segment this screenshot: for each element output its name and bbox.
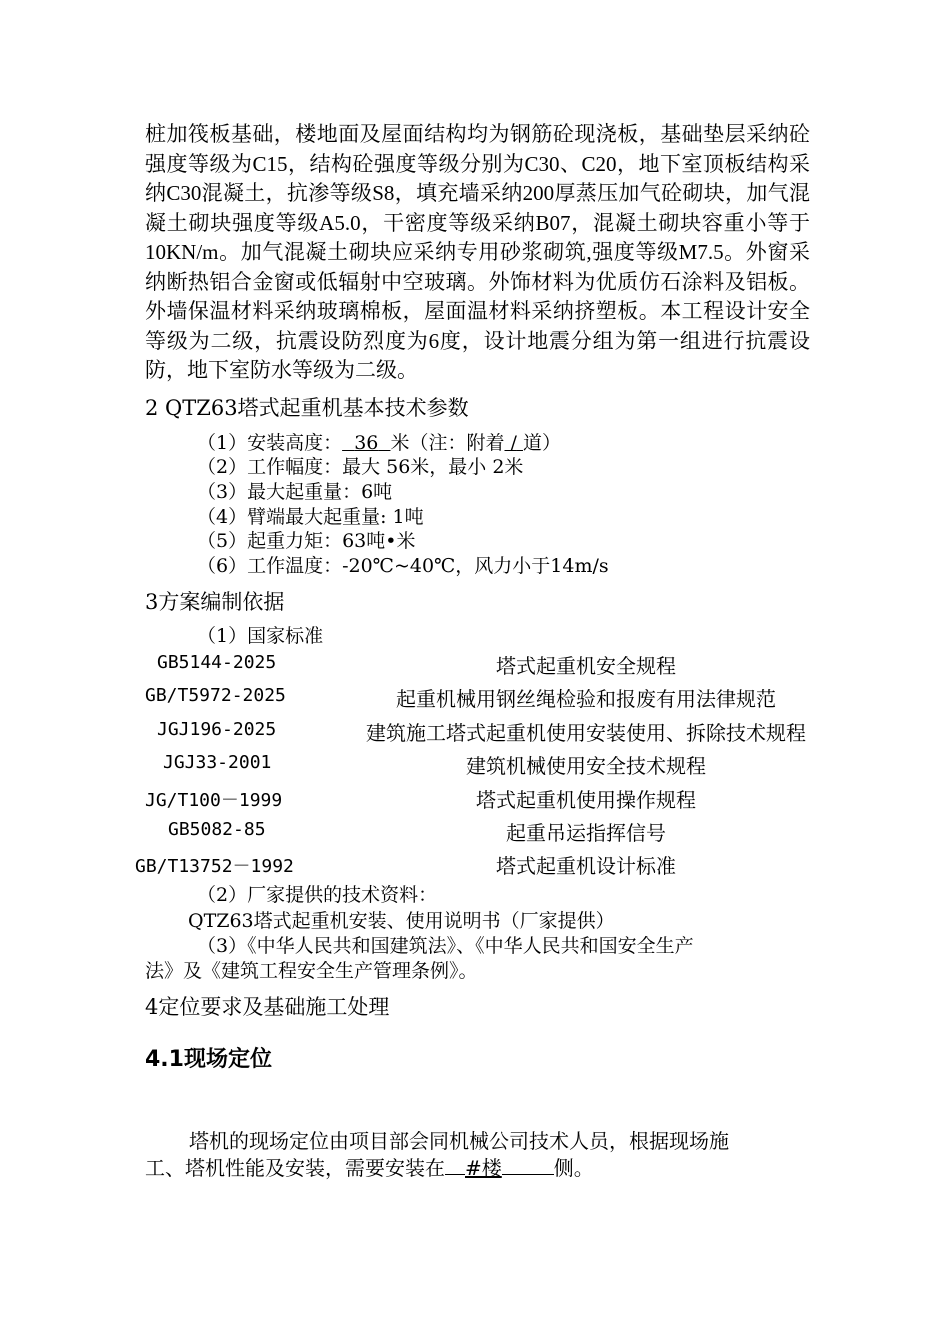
standard-code: JG/T100－1999 — [145, 790, 283, 811]
section-4-1-heading: 4.1现场定位 — [145, 1047, 272, 1072]
standard-code: JGJ33-2001 — [163, 752, 272, 773]
param-install-height-prefix: （1）安装高度： — [197, 432, 343, 454]
positioning-para-line-1: 塔机的现场定位由项目部会同机械公司技术人员，根据现场施 — [189, 1129, 729, 1153]
vendor-doc: QTZ63塔式起重机安装、使用说明书（厂家提供） — [188, 910, 615, 932]
standard-code: JGJ196-2025 — [157, 719, 277, 740]
positioning-para-suffix: 侧。 — [553, 1156, 594, 1180]
standard-code: GB/T5972-2025 — [145, 685, 286, 706]
laws-line-2: 法》及《建筑工程安全生产管理条例》。 — [145, 960, 478, 982]
install-height-number: 36 — [354, 432, 379, 454]
param-install-height-suffix: 道） — [522, 432, 561, 454]
section-2-heading: 2 QTZ63塔式起重机基本技术参数 — [145, 396, 469, 420]
section-4-heading: 4定位要求及基础施工处理 — [145, 995, 390, 1019]
vendor-docs-label: （2）厂家提供的技术资料： — [197, 884, 438, 906]
national-standards-label: （1）国家标准 — [197, 625, 324, 647]
standard-title: 起重机械用钢丝绳检验和报废有用法律规范 — [396, 687, 776, 711]
intro-paragraph: 桩加筏板基础，楼地面及屋面结构均为钢筋砼现浇板，基础垫层采纳砼强度等级为C15，结构砼强度等级分别为C30、C20，地下室顶板结构采纳C30混凝土，抗渗等级S8，填充墙采纳200厚蒸压加气砼砌块，加气混凝土砌块强度等级A5.0，干密度等级采纳B07，混凝土砌块容重小等于10KN/m。加气混凝土砌块应采纳专用砂浆砌筑,强度等级M7.5。外窗采纳断热铝合金窗或低辐射中空玻璃。外饰材料为优质仿石涂料及铝板。外墙保温材料采纳玻璃棉板，屋面温材料采纳挤塑板。本工程设计安全等级为二级，抗震设防烈度为6度，设计地震分组为第一组进行抗震设防，地下室防水等级为二级。 — [145, 122, 810, 382]
building-number-blank — [445, 1154, 465, 1175]
standard-title: 建筑机械使用安全技术规程 — [466, 754, 706, 778]
positioning-para-line-2 — [145, 1152, 594, 1181]
param-moment: （5）起重力矩：63吨•米 — [197, 530, 416, 552]
standard-title: 塔式起重机使用操作规程 — [476, 788, 696, 812]
param-install-height — [197, 428, 561, 455]
standard-title: 起重吊运指挥信号 — [506, 821, 666, 845]
positioning-para-prefix: 工、塔机性能及安装，需要安装在 — [145, 1156, 445, 1180]
standard-code: GB5082-85 — [168, 819, 266, 840]
attach-count-number: / — [510, 432, 517, 454]
building-label: #楼 — [465, 1156, 502, 1180]
param-working-range: （2）工作幅度：最大 56米，最小 2米 — [197, 456, 524, 478]
laws-line-1: （3）《中华人民共和国建筑法》、《中华人民共和国安全生产 — [197, 935, 694, 957]
install-height-value — [342, 432, 390, 454]
standard-title: 塔式起重机设计标准 — [496, 854, 676, 878]
param-max-load: （3）最大起重量：6吨 — [197, 481, 393, 503]
standard-code: GB/T13752－1992 — [135, 856, 294, 877]
side-blank — [502, 1154, 554, 1175]
param-tip-load: （4）臂端最大起重量: 1吨 — [197, 506, 424, 528]
param-temperature: （6）工作温度：-20℃~40℃，风力小于14m/s — [197, 555, 609, 577]
param-install-height-mid: 米（注：附着 — [390, 432, 505, 454]
standard-title: 建筑施工塔式起重机使用安装使用、拆除技术规程 — [366, 721, 806, 745]
attach-count-value — [504, 432, 523, 454]
section-3-heading: 3方案编制依据 — [145, 590, 285, 614]
standard-code: GB5144-2025 — [157, 652, 277, 673]
standard-title: 塔式起重机安全规程 — [496, 654, 676, 678]
